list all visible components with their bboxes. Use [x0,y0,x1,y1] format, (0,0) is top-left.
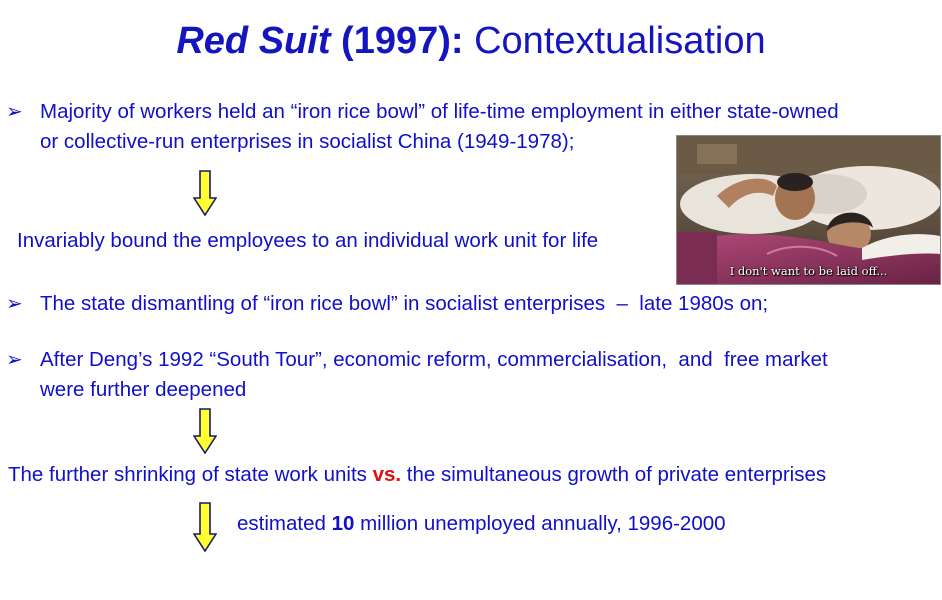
bound-statement: Invariably bound the employees to an individual work unit for life [17,229,599,252]
estimated-number: 10 [331,512,355,535]
down-arrow-icon [193,502,217,552]
bullet-text: The state dismantling of “iron rice bowl” in socialist enterprises – late 1980s on; [40,292,769,315]
bullet-text-line2: were further deepened [40,378,247,401]
bullet-south-tour [6,346,936,406]
title-rest: Contextualisation [463,20,766,62]
bullet-text-line2: or collective-run enterprises in socialist China (1949-1978); [40,130,575,153]
down-arrow-icon [193,170,217,216]
subtitle-caption: I don't want to be laid off... [729,264,888,278]
shrinking-text-a: The further shrinking of state work units [8,463,373,486]
film-still-image [676,135,941,285]
bullet-marker-icon: ➢ [6,293,23,315]
estimated-text-a: estimated [237,512,332,535]
film-year: (1997): [330,20,464,62]
unemployment-statement [237,510,726,538]
bullet-text-line1: After Deng’s 1992 “South Tour”, economic reform, commercialisation, and free market [40,348,828,371]
bullet-marker-icon: ➢ [6,349,23,371]
bullet-marker-icon: ➢ [6,101,23,123]
shrinking-statement [8,461,826,489]
down-arrow-icon [193,408,217,454]
vs-label: vs. [372,463,402,486]
bullet-dismantling [6,290,936,320]
estimated-text-b: million unemployed annually, 1996-2000 [354,512,726,535]
bullet-text-line1: Majority of workers held an “iron rice bowl” of life-time employment in either state-owned [40,100,839,123]
slide-title [0,18,942,64]
shrinking-text-b: the simultaneous growth of private enterprises [401,463,827,486]
film-title: Red Suit [176,20,331,62]
